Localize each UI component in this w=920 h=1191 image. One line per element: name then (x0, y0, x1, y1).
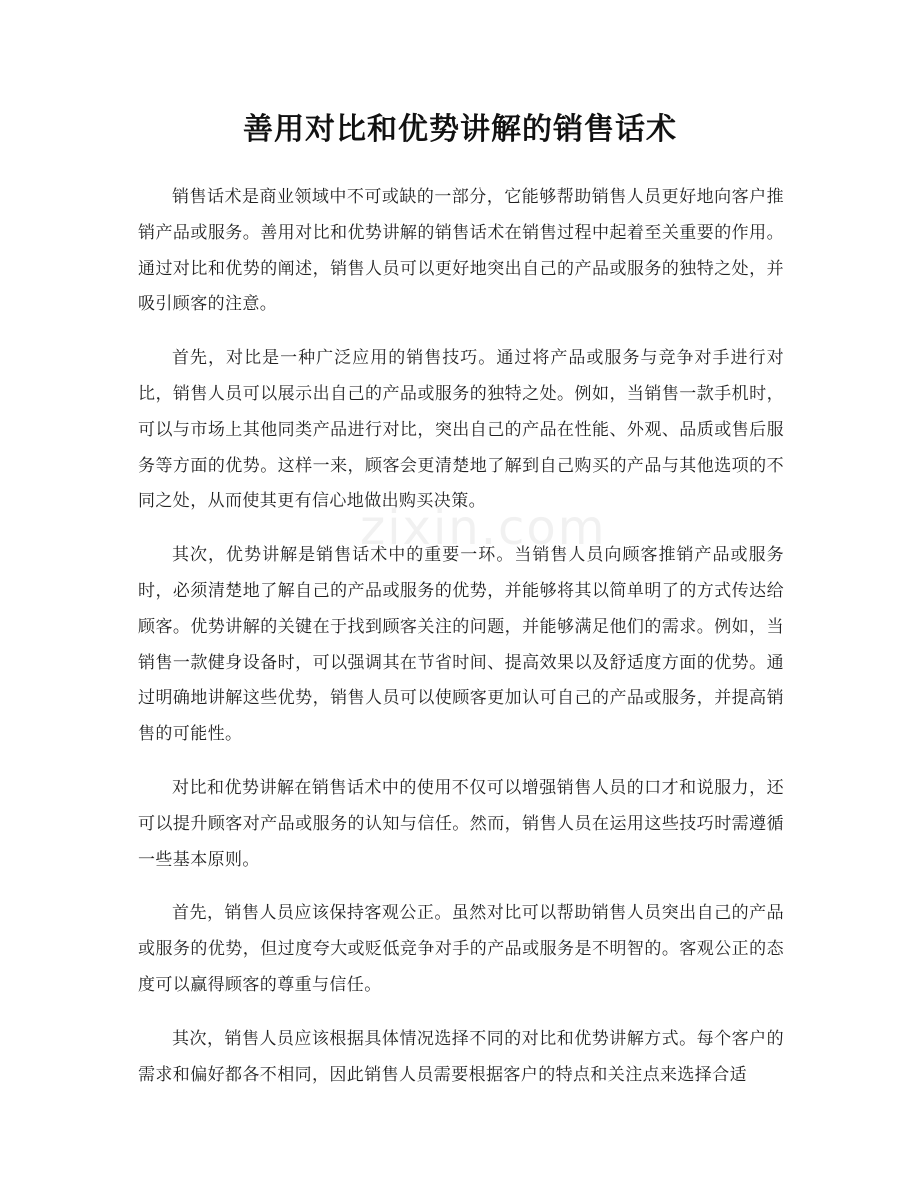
paragraph-1: 销售话术是商业领域中不可或缺的一部分，它能够帮助销售人员更好地向客户推销产品或服务。善用对比和优势讲解的销售话术在销售过程中起着至关重要的作用。通过对比和优势的阐述，销售人员可以更好地突出自己的产品或服务的独特之处，并吸引顾客的注意。 (138, 187, 784, 315)
paragraph-3: 其次，优势讲解是销售话术中的重要一环。当销售人员向顾客推销产品或服务时，必须清楚地了解自己的产品或服务的优势，并能够将其以简单明了的方式传达给顾客。优势讲解的关键在于找到顾客关注的问题，并能够满足他们的需求。例如，当销售一款健身设备时，可以强调其在节省时间、提高效果以及舒适度方面的优势。通过明确地讲解这些优势，销售人员可以使顾客更加认可自己的产品或服务，并提高销售的可能性。 (138, 545, 784, 745)
document-body (138, 180, 784, 1111)
paragraph-5: 首先，销售人员应该保持客观公正。虽然对比可以帮助销售人员突出自己的产品或服务的优势，但过度夸大或贬低竞争对手的产品或服务是不明智的。客观公正的态度可以赢得顾客的尊重与信任。 (138, 903, 784, 995)
paragraph-6: 其次，销售人员应该根据具体情况选择不同的对比和优势讲解方式。每个客户的需求和偏好都各不相同，因此销售人员需要根据客户的特点和关注点来选择合适 (138, 1028, 784, 1085)
watermark: zixin.com (360, 500, 607, 556)
paragraph-4: 对比和优势讲解在销售话术中的使用不仅可以增强销售人员的口才和说服力，还可以提升顾客对产品或服务的认知与信任。然而，销售人员在运用这些技巧时需遵循一些基本原则。 (138, 777, 784, 870)
paragraph-2: 首先，对比是一种广泛应用的销售技巧。通过将产品或服务与竞争对手进行对比，销售人员可以展示出自己的产品或服务的独特之处。例如，当销售一款手机时，可以与市场上其他同类产品进行对比，突出自己的产品在性能、外观、品质或售后服务等方面的优势。这样一来，顾客会更清楚地了解到自己购买的产品与其他选项的不同之处，从而使其更有信心地做出购买决策。 (138, 348, 784, 512)
document-title: 善用对比和优势讲解的销售话术 (243, 112, 677, 147)
